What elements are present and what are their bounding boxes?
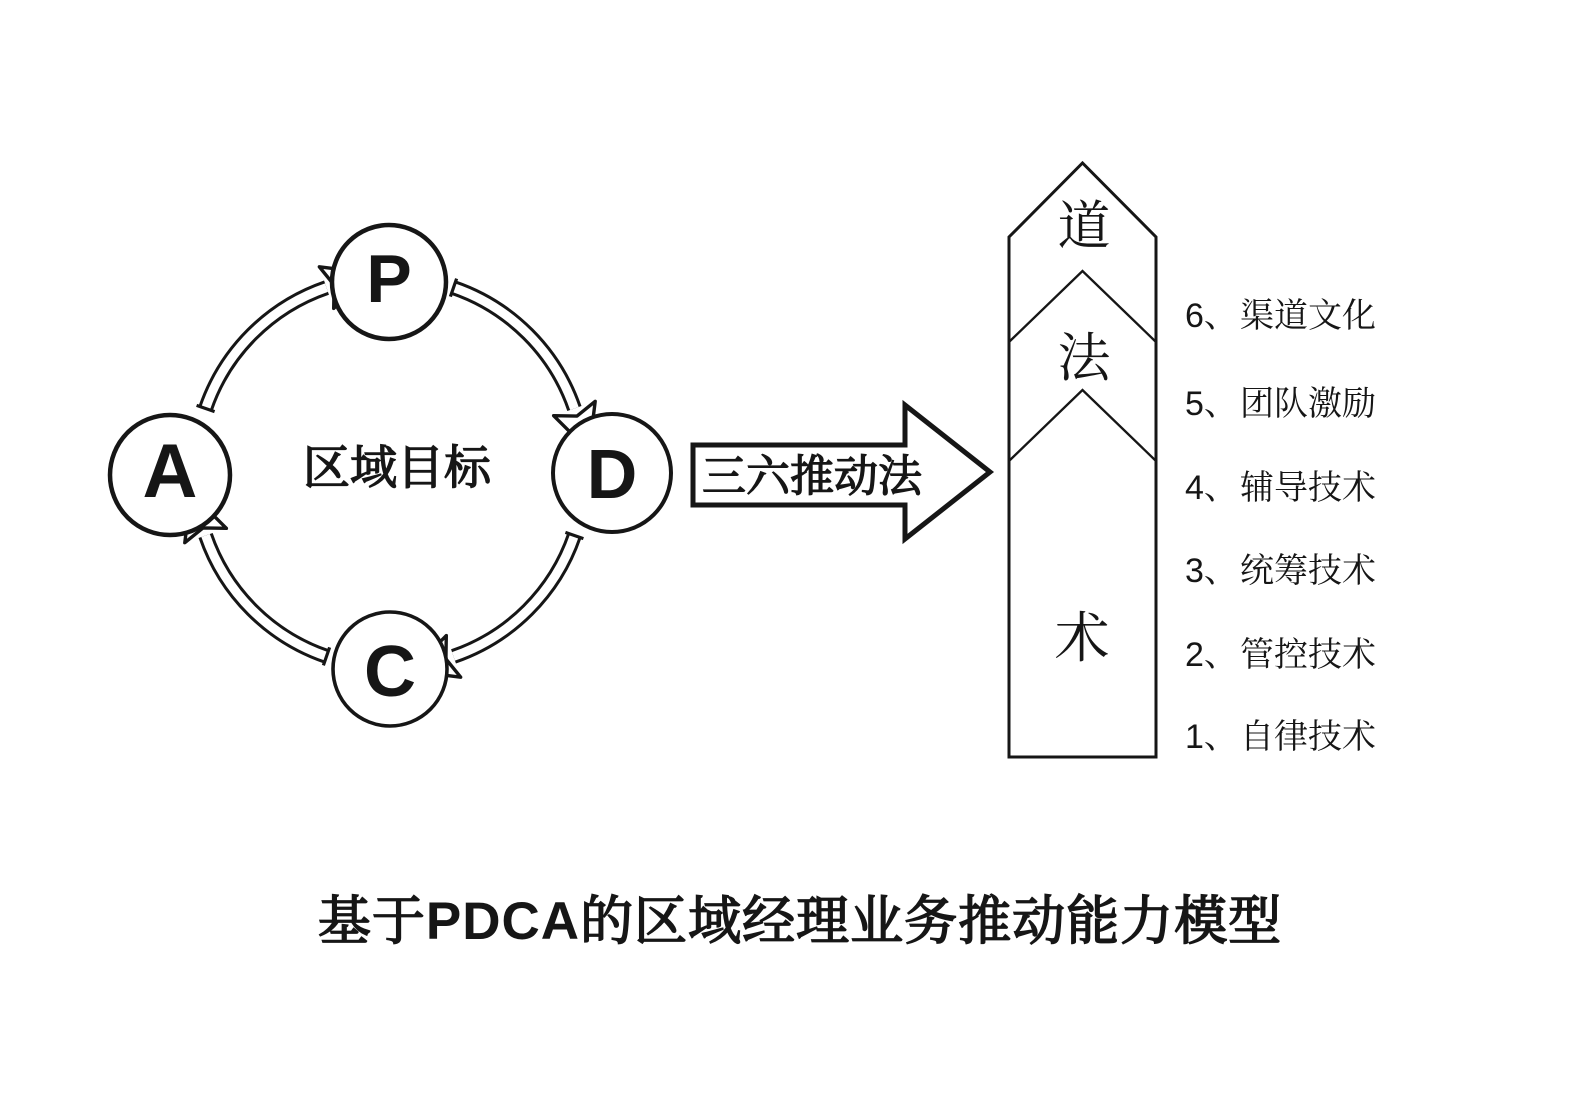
- push-arrow-label: 三六推动法: [702, 452, 922, 501]
- skill-item-1-num: 1、: [1185, 718, 1238, 756]
- cycle-arrow-p-to-d: [454, 288, 575, 409]
- cycle-arrow-p-to-d-inner: [454, 288, 575, 409]
- skill-item-4: [1185, 469, 1376, 507]
- cycle-arrow-d-to-c-inner: [454, 536, 575, 657]
- skill-item-2-label: 管控技术: [1240, 636, 1376, 674]
- skill-item-1-label: 自律技术: [1240, 718, 1376, 756]
- skill-item-3: [1185, 552, 1376, 590]
- skill-item-6-num: 6、: [1185, 297, 1238, 335]
- skill-item-6-label: 渠道文化: [1240, 297, 1376, 335]
- skill-item-6: [1185, 297, 1376, 335]
- skill-list: [1185, 297, 1376, 756]
- tower-level-fa: 法: [1057, 329, 1111, 388]
- skill-item-4-label: 辅导技术: [1240, 469, 1376, 507]
- skill-item-5-label: 团队激励: [1240, 385, 1376, 423]
- cycle-arrow-a-to-p: [206, 288, 327, 409]
- skill-item-1: [1185, 718, 1376, 756]
- skill-item-3-label: 统筹技术: [1240, 552, 1376, 590]
- skill-item-2: [1185, 636, 1376, 674]
- skill-item-4-num: 4、: [1185, 469, 1238, 507]
- tower-level-dao: 道: [1057, 197, 1111, 256]
- node-c-label: C: [364, 632, 416, 712]
- cycle-arrow-d-to-c: [454, 536, 575, 657]
- node-a-label: A: [142, 429, 198, 514]
- cycle-center-label: 区域目标: [303, 441, 491, 494]
- node-d-label: D: [586, 435, 638, 513]
- cycle-arrow-c-to-a-inner: [206, 536, 327, 657]
- tower-level-shu: 术: [1054, 607, 1110, 669]
- cycle-arrow-a-to-p-inner: [206, 288, 327, 409]
- skill-item-5: [1185, 385, 1376, 423]
- cycle-arrow-c-to-a: [206, 536, 327, 657]
- diagram-title: 基于PDCA的区域经理业务推动能力模型: [317, 892, 1283, 951]
- node-p-label: P: [366, 241, 412, 317]
- skill-item-2-num: 2、: [1185, 636, 1238, 674]
- skill-item-5-num: 5、: [1185, 385, 1238, 423]
- skill-item-3-num: 3、: [1185, 552, 1238, 590]
